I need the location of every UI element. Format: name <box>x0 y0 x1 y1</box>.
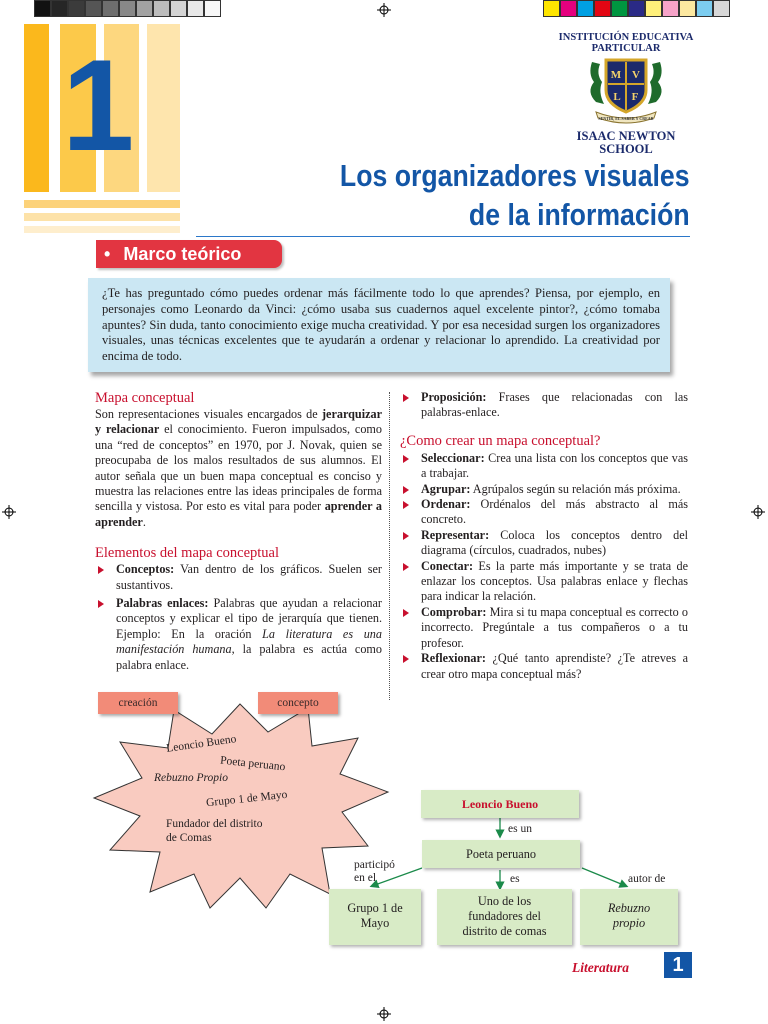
school-name2: SCHOOL <box>599 142 653 156</box>
section-tab-bullet: • <box>104 244 111 264</box>
mapa-conceptual-heading: Mapa conceptual <box>95 390 195 406</box>
school-shield-icon <box>584 56 668 124</box>
footer-page-number: 1 <box>664 952 692 978</box>
label-concepto: concepto <box>258 692 338 714</box>
label-creacion: creación <box>98 692 178 714</box>
school-name1: ISAAC NEWTON <box>576 129 676 143</box>
list-item: Agrupar: Agrúpalos según su relación más próxima. <box>400 482 688 497</box>
school-line1: INSTITUCIÓN EDUCATIVA <box>558 32 694 43</box>
svg-text:SENTIR, EL SABER Y CREAR: SENTIR, EL SABER Y CREAR <box>598 116 654 121</box>
concept-node-center: Uno de los fundadores del distrito de comas <box>437 889 572 945</box>
title-rule <box>196 236 690 237</box>
concept-node-left: Grupo 1 de Mayo <box>329 889 421 945</box>
school-logo <box>548 32 704 156</box>
concept-node-right: Rebuzno propio <box>580 889 678 945</box>
svg-text:L: L <box>613 91 621 103</box>
link-participo: participó en el <box>354 859 395 884</box>
starburst-item: de Comas <box>166 832 212 844</box>
section-tab-label: Marco teórico <box>123 244 242 264</box>
section-tab <box>96 240 282 268</box>
list-item: Proposición: Frases que relacionadas con las palabras-enlace. <box>400 390 688 421</box>
right-column <box>400 390 688 682</box>
list-item: Representar: Coloca los conceptos dentro del diagrama (círculos, cuadrados, nubes) <box>400 528 688 559</box>
concept-node-top: Leoncio Bueno <box>421 790 579 818</box>
list-item: Conectar: Es la parte más importante y se trata de enlazar los conceptos. Usa palabras enlace y flechas para indicar la relación. <box>400 559 688 605</box>
list-item: Reflexionar: ¿Qué tanto aprendiste? ¿Te atreves a crear otro mapa conceptual más? <box>400 651 688 682</box>
page-title-line2: de la información <box>469 197 690 232</box>
list-item: Seleccionar: Crea una lista con los conceptos que vas a trabajar. <box>400 451 688 482</box>
registration-mark-icon <box>377 3 391 17</box>
svg-text:M: M <box>610 69 622 81</box>
crear-heading: ¿Como crear un mapa conceptual? <box>400 432 601 449</box>
starburst-item: Poeta peruano <box>219 754 286 774</box>
starburst-item: Fundador del distrito <box>166 818 263 830</box>
page-title-line1: Los organizadores visuales <box>340 158 690 193</box>
svg-text:V: V <box>632 69 640 81</box>
list-item: Palabras enlaces: Palabras que ayudan a relacionar conceptos y explicar el tipo de jerarquía que tienen. Ejemplo: En la oración La literatura es una manifestación humana, la palabra es actúa como palabra enlace. <box>95 596 382 673</box>
link-es: es <box>510 873 520 885</box>
intro-box: ¿Te has preguntado cómo puedes ordenar más fácilmente todo lo que aprendes? Piensa, por ejemplo, en personajes como Leonardo da Vinci: ¿cómo usaba sus cuadernos aquel excelente pintor?, ¿cómo tomaba apuntes? Sin duda, tanto conocimiento exige mucha creatividad. Y por esa necesidad surgen los organizadores visuales, unas técnicas excelentes que te ayudarán a ordenar y relacionar lo aprendido. La creatividad por encima de todo. <box>88 278 670 372</box>
starburst-item: Leoncio Bueno <box>165 733 238 755</box>
registration-mark-icon <box>2 505 16 519</box>
column-divider <box>389 392 390 700</box>
starburst-item: Grupo 1 de Mayo <box>205 788 288 810</box>
chapter-number: 1 <box>62 32 131 178</box>
registration-mark-icon <box>751 505 765 519</box>
registration-mark-icon <box>377 1007 391 1021</box>
footer-subject: Literatura <box>572 960 630 975</box>
list-item: Conceptos: Van dentro de los gráficos. Suelen ser sustantivos. <box>95 562 382 593</box>
svg-text:F: F <box>631 91 639 103</box>
left-column <box>95 390 382 673</box>
mapa-conceptual-paragraph: Son representaciones visuales encargados de jerarquizar y relacionar el conocimiento. Fueron impulsados, como una “red de conceptos” en 1970, por J. Novak, quien se preocupaba de los malos resultados de sus alumnos. El autor señala que un buen mapa conceptual es conciso y muestra las relaciones entre las ideas principales de forma sencilla y vistosa. Por esto es vital para poder aprender a aprender. <box>95 407 383 529</box>
starburst-item: Rebuzno Propio <box>154 772 228 784</box>
school-line2: PARTICULAR <box>591 43 661 54</box>
elementos-heading: Elementos del mapa conceptual <box>95 545 279 562</box>
list-item: Comprobar: Mira si tu mapa conceptual es correcto o incorrecto. Pregúntale a tus compañeros o a tu profesor. <box>400 605 688 651</box>
list-item: Ordenar: Ordénalos del más abstracto al más concreto. <box>400 497 688 528</box>
concept-node-middle: Poeta peruano <box>422 840 580 868</box>
link-autor-de: autor de <box>628 873 666 885</box>
link-es-un: es un <box>508 823 532 835</box>
